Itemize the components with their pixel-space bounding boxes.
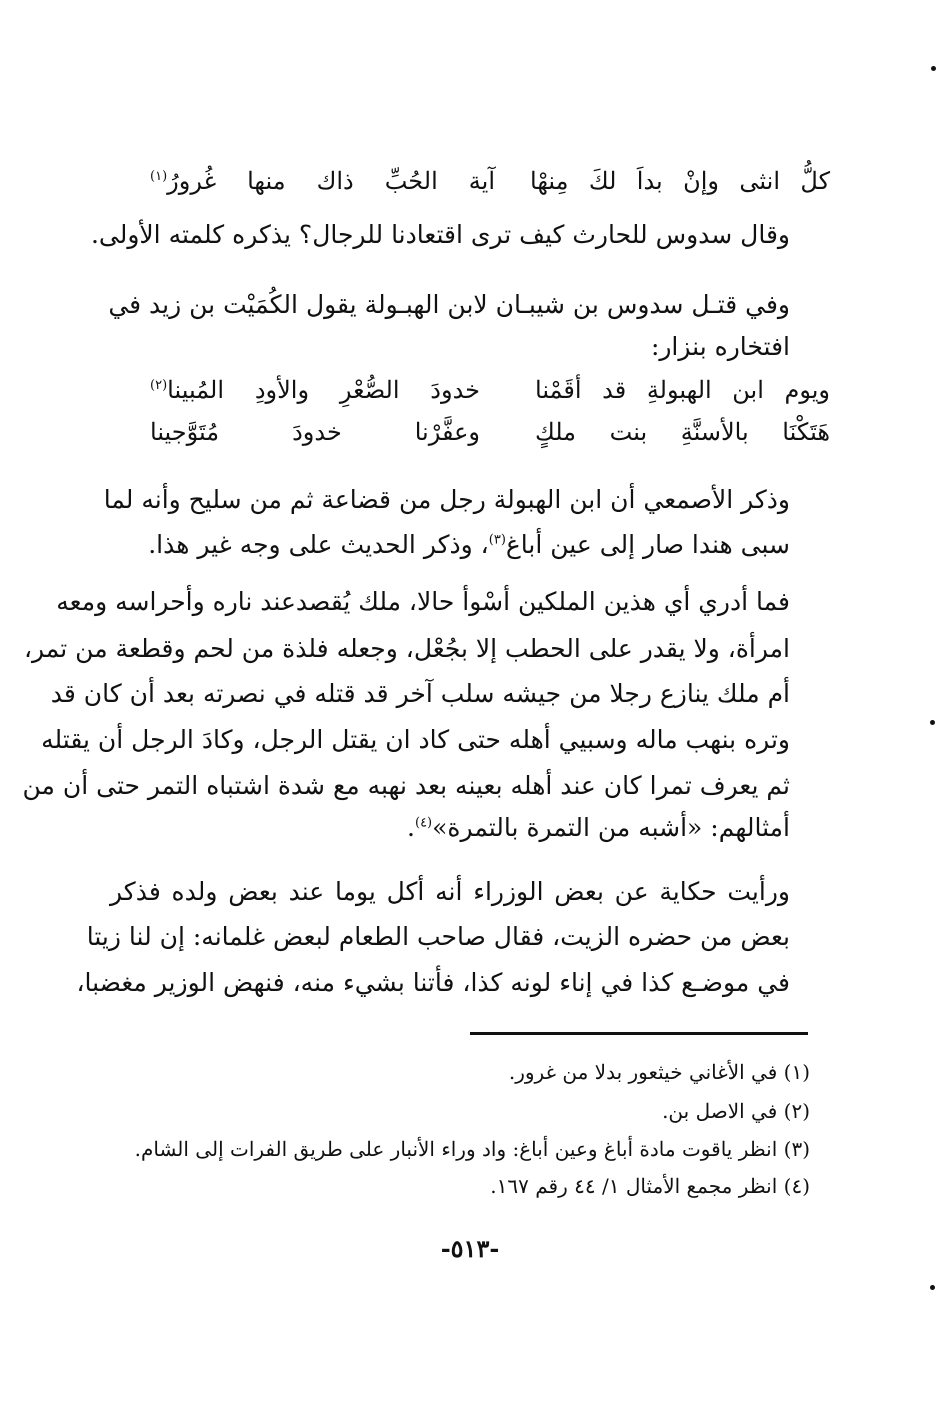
- footnote-2-text: (٢) في الاصل بن.: [662, 1099, 810, 1123]
- scan-speck: [930, 1285, 935, 1290]
- footnote-3: [135, 1134, 810, 1164]
- para-wazir-line-1-text: ورأيت حكاية عن بعض الوزراء أنه أكل يوما عند بعض ولده فذكر: [110, 877, 790, 906]
- footnote-ref-4: (٤): [414, 815, 433, 831]
- footnote-4-text: (٤) انظر مجمع الأمثال ١/ ٤٤ رقم ١٦٧.: [490, 1174, 810, 1198]
- para-wazir-line-2-text: بعض من حضره الزيت، فقال صاحب الطعام لبعض غلمانه: إن لنا زيتا: [86, 922, 790, 951]
- verse-2-line-2-first-text: هَتَكْنَا بالأسنَّةِ بنت ملكٍ: [535, 418, 830, 446]
- verse-2-line-2-first: [535, 414, 830, 450]
- para-asmai-line-2: [110, 525, 790, 565]
- footnote-1-text: (١) في الأغاني خيثعور بدلا من غرور.: [508, 1060, 810, 1084]
- para-kumait-line-2: [110, 327, 790, 367]
- para-kumait-line-1-text: وفي قتـل سدوس بن شيبـان لابن الهبـولة يقول الكُمَيْت بن زيد في: [108, 290, 790, 319]
- para-asmai-line-2-text-b: ، وذكر الحديث على وجه غير هذا.: [148, 530, 489, 559]
- verse-2-line-1-first: [535, 372, 830, 408]
- verse-2-line-2-second-text: وعفَّرْنا خدودَ مُتَوَّجينا: [150, 418, 480, 446]
- line-sadus: [90, 215, 790, 255]
- verse-2-line-2: [150, 414, 830, 450]
- para-maliken-line-4-text: وتره بنهب ماله وسبيي أهله حتى كاد ان يقتل الرجل، وكادَ الرجل أن يقتله: [41, 725, 790, 754]
- verse-2-line-2-second: [150, 414, 480, 450]
- para-maliken-line-5-text: ثم يعرف تمرا كان عند أهله بعينه بعد نهبه مع شدة اشتباه التمر حتى أن من: [22, 771, 790, 800]
- para-maliken-line-6-text-a: أمثالهم: «أشبه من التمرة بالتمرة»: [432, 813, 790, 842]
- para-kumait-line-1: [110, 285, 790, 325]
- verse-2-line-1-second: [150, 372, 480, 408]
- para-maliken-line-2: [23, 629, 790, 669]
- footnote-separator: [470, 1032, 808, 1035]
- footnote-4: [490, 1171, 810, 1201]
- para-asmai-line-1-text: وذكر الأصمعي أن ابن الهبولة رجل من قضاعة ثم من سليح وأنه لما: [103, 485, 790, 514]
- verse-2-line-1-second-text: خدودَ الصُّعْرِ والأودِ المُبينا: [167, 376, 480, 404]
- para-maliken-line-1: [56, 582, 790, 622]
- footnote-1: [509, 1057, 810, 1087]
- para-wazir-line-1: [110, 872, 790, 912]
- footnote-2: [662, 1096, 810, 1126]
- footnote-ref-2: (٢): [150, 378, 168, 393]
- scan-speck: [930, 720, 935, 725]
- scan-speck: [931, 66, 936, 71]
- para-wazir-line-3-text: في موضـع كذا في إناء لونه كذا، فأتنا بشيء منه، فنهض الوزير مغضبا،: [76, 968, 790, 997]
- para-asmai-line-2-text-a: سبى هندا صار إلى عين أباغ: [505, 530, 790, 559]
- para-maliken-line-4: [41, 720, 790, 760]
- para-maliken-line-2-text: امرأة، ولا يقدر على الحطب إلا بجُعْل، وجعله فلذة من لحم وقطعة من تمر،: [23, 634, 790, 663]
- para-maliken-line-3: [50, 674, 790, 714]
- para-wazir-line-3: [76, 963, 790, 1003]
- verse-1-second-hemistich: [150, 163, 495, 199]
- footnote-3-text: (٣) انظر ياقوت مادة أباغ وعين أباغ: واد وراء الأنبار على طريق الفرات إلى الشام.: [134, 1137, 810, 1161]
- para-maliken-line-6: [110, 808, 790, 848]
- verse-2-line-1-first-text: ويوم ابن الهبولةِ قد أقَمْنا: [535, 376, 830, 404]
- footnote-ref-1: (١): [150, 169, 168, 184]
- para-wazir-line-2: [86, 917, 790, 957]
- para-maliken-line-6-text-b: .: [407, 813, 415, 842]
- page-number: -٥١٣-: [440, 1234, 500, 1263]
- para-maliken-line-5: [22, 766, 790, 806]
- para-asmai-line-1: [103, 480, 790, 520]
- verse-1-second-text: آية الحُبِّ ذاك منها غُرورُ: [167, 167, 495, 195]
- verse-1: [150, 163, 830, 203]
- footnote-ref-3: (٣): [488, 532, 506, 548]
- line-sadus-text: وقال سدوس للحارث كيف ترى اقتعادنا للرجال؟ يذكره كلمته الأولى.: [90, 220, 790, 249]
- verse-1-first-hemistich: [530, 163, 830, 199]
- verse-1-first-text: كلُّ انثى وإنْ بداَ لكَ مِنهْا: [530, 167, 830, 195]
- para-kumait-line-2-text: افتخاره بنزار:: [650, 332, 790, 361]
- para-maliken-line-3-text: أم ملك ينازع رجلا من جيشه سلب آخر قد قتله في نصرته بعد أن كان قد: [50, 679, 790, 708]
- para-maliken-line-1-text: فما أدري أي هذين الملكين أسْوأ حالا، ملك يُقصدعند ناره وأحراسه ومعه: [56, 587, 790, 616]
- verse-2-line-1: [150, 372, 830, 408]
